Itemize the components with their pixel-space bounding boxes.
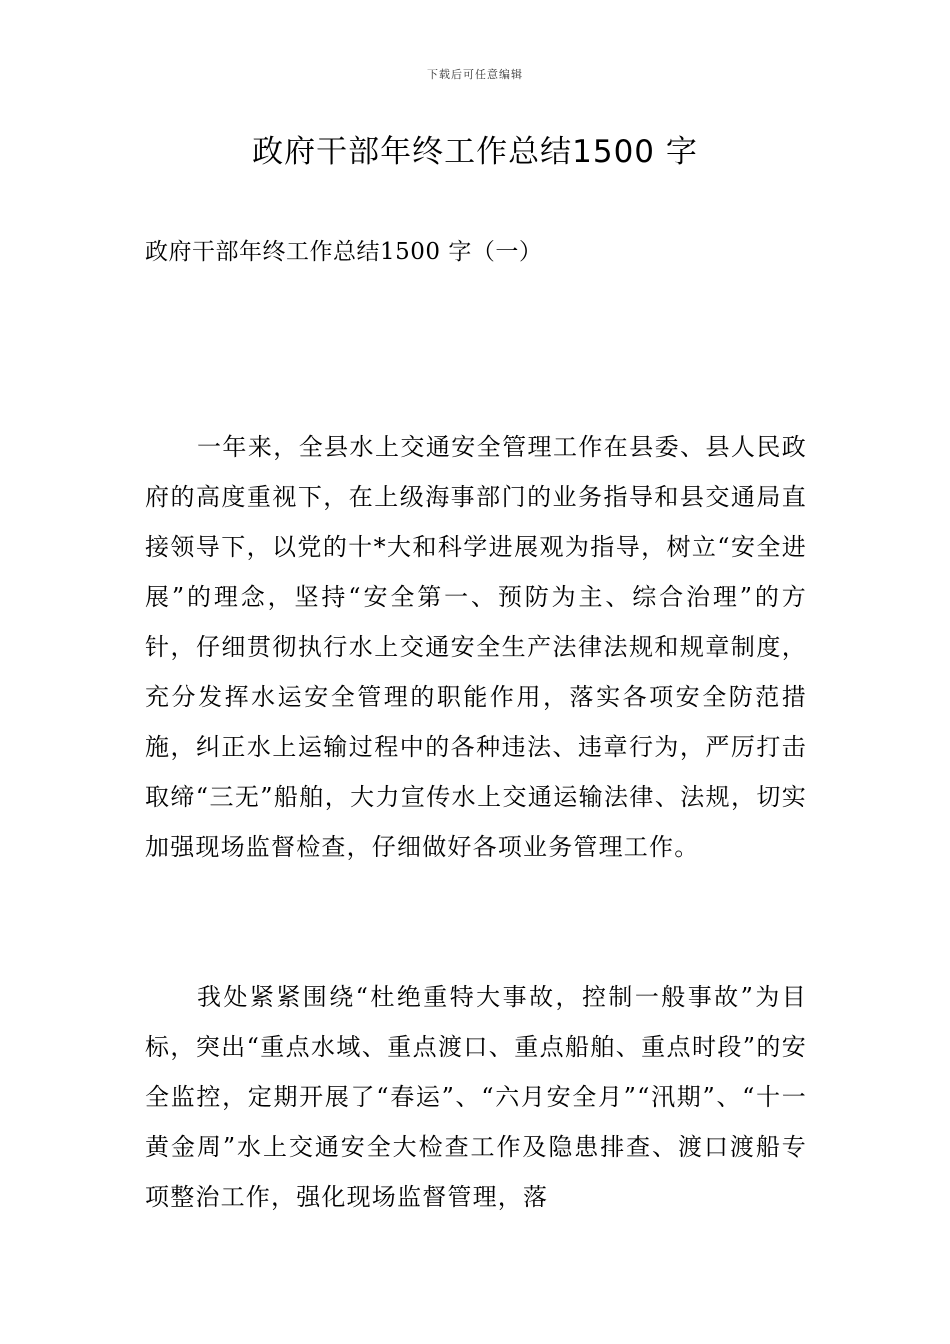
document-title: 政府干部年终工作总结1500 字 xyxy=(252,134,698,170)
paragraph-2: 我处紧紧围绕“杜绝重特大事故，控制一般事故”为目标，突出“重点水域、重点渡口、重点船舶、重点时段”的安全监控，定期开展了“春运”、“六月安全月”“汛期”、“十一黄金周”水上交通安全大检查工作及隐患排查、渡口渡船专项整治工作，强化现场监督管理，落 xyxy=(145,983,807,1211)
header-note: 下载后可任意编辑 xyxy=(427,68,523,81)
document-subtitle: 政府干部年终工作总结1500 字（一） xyxy=(145,239,543,265)
paragraph-1: 一年来，全县水上交通安全管理工作在县委、县人民政府的高度重视下，在上级海事部门的业务指导和县交通局直接领导下，以党的十*大和科学进展观为指导，树立“安全进展”的理念，坚持“安全第一、预防为主、综合治理”的方针，仔细贯彻执行水上交通安全生产法律法规和规章制度，充分发挥水运安全管理的职能作用，落实各项安全防范措施，纠正水上运输过程中的各种违法、违章行为，严厉打击取缔“三无”船舶，大力宣传水上交通运输法律、法规，切实加强现场监督检查，仔细做好各项业务管理工作。 xyxy=(145,433,807,861)
